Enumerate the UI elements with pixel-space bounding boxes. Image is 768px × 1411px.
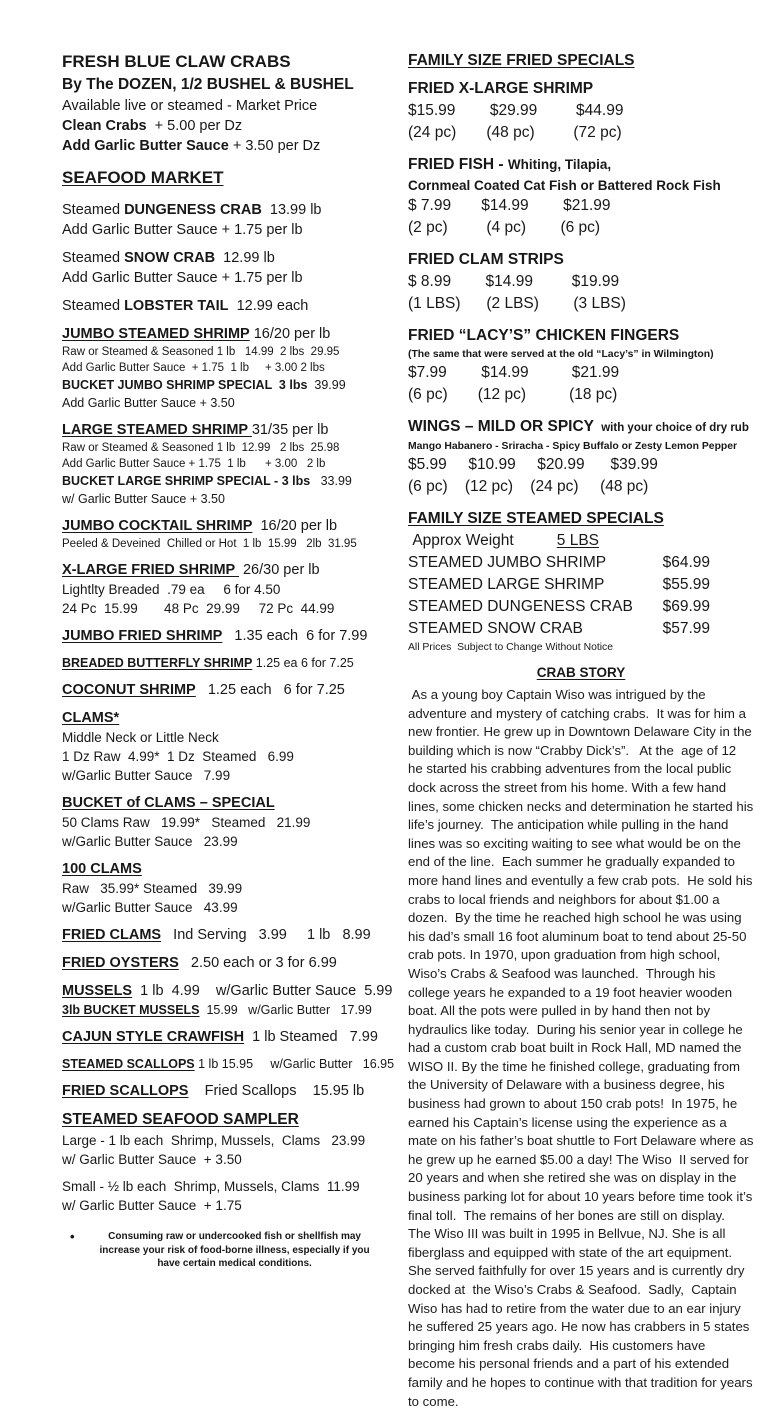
text-segment: FRIED OYSTERS bbox=[62, 955, 179, 971]
item-fried-lacys-chicken-fingers bbox=[408, 325, 754, 347]
menu-line bbox=[62, 200, 395, 220]
menu-line bbox=[62, 898, 395, 917]
section-jumbo-steamed-shrimp bbox=[62, 324, 395, 344]
menu-line bbox=[62, 490, 395, 508]
menu-line bbox=[408, 347, 754, 362]
left-column-lines bbox=[62, 50, 395, 1215]
steamed-special-row bbox=[408, 574, 710, 596]
item-wings-mild-or-spicy bbox=[408, 416, 754, 439]
text-segment: FRIED CLAM STRIPS bbox=[408, 251, 564, 268]
section-seafood-market bbox=[62, 166, 395, 190]
text-segment: 24 Pc 15.99 48 Pc 29.99 72 Pc 44.99 bbox=[62, 601, 335, 616]
text-segment: w/Garlic Butter Sauce 7.99 bbox=[62, 768, 231, 783]
section-x-large-fried-shrimp bbox=[62, 560, 395, 580]
text-segment: $69.99 bbox=[662, 598, 710, 615]
text-segment: 5 LBS bbox=[556, 532, 599, 549]
section-fried-oysters bbox=[62, 953, 395, 973]
menu-line bbox=[62, 248, 395, 268]
section-family-size-steamed-specials bbox=[408, 508, 754, 530]
menu-line bbox=[62, 1196, 395, 1215]
text-segment: $57.99 bbox=[662, 620, 710, 637]
menu-line bbox=[62, 116, 395, 136]
text-segment: (1 LBS) (2 LBS) (3 LBS) bbox=[408, 295, 626, 312]
text-segment: $7.99 $14.99 $21.99 bbox=[408, 364, 620, 381]
text-segment: BUCKET JUMBO SHRIMP SPECIAL 3 lbs bbox=[62, 378, 308, 392]
text-segment: Cornmeal Coated Cat Fish or Battered Rock Fish bbox=[408, 178, 721, 193]
text-segment: Fried Scallops 15.95 lb bbox=[188, 1083, 365, 1099]
text-segment: with your choice of dry rub bbox=[598, 422, 749, 434]
section-mussels bbox=[62, 981, 395, 1001]
text-segment: CAJUN STYLE CRAWFISH bbox=[62, 1029, 245, 1045]
menu-line bbox=[62, 766, 395, 785]
text-segment: Add Garlic Butter Sauce + 1.75 1 lb + 3.00 2 lb bbox=[62, 458, 326, 470]
menu-line bbox=[408, 476, 754, 498]
text-segment: Raw or Steamed & Seasoned 1 lb 14.99 2 lbs 29.95 bbox=[62, 346, 340, 358]
section-clams bbox=[62, 708, 395, 728]
menu-line bbox=[62, 536, 395, 552]
menu-line bbox=[408, 362, 754, 384]
text-segment: 1.25 each 6 for 7.25 bbox=[195, 682, 345, 698]
text-segment: 1 lb 4.99 w/Garlic Butter Sauce 5.99 bbox=[132, 983, 393, 999]
menu-line bbox=[408, 122, 754, 144]
disclaimer-text: Consuming raw or undercooked fish or shellfish may increase your risk of food-borne illness, especially if you have certain medical conditions. bbox=[99, 1231, 370, 1269]
title-fresh-blue-claw-crabs bbox=[62, 50, 395, 74]
section-large-steamed-shrimp bbox=[62, 420, 395, 440]
text-segment: By The DOZEN, 1/2 BUSHEL & BUSHEL bbox=[62, 76, 354, 93]
text-segment: Approx Weight bbox=[408, 532, 557, 549]
text-segment: + 3.50 per Dz bbox=[228, 138, 321, 154]
text-segment: FRESH BLUE CLAW CRABS bbox=[62, 52, 291, 71]
approx-weight-row bbox=[408, 530, 754, 552]
text-segment: Steamed bbox=[62, 202, 125, 218]
menu-line bbox=[62, 344, 395, 360]
text-segment: Lightlty Breaded .79 ea 6 for 4.50 bbox=[62, 582, 281, 597]
section-coconut-shrimp bbox=[62, 680, 395, 700]
section-family-size-fried-specials bbox=[408, 50, 754, 72]
steamed-special-row bbox=[408, 596, 710, 618]
menu-line bbox=[62, 599, 395, 618]
text-segment: CRAB STORY bbox=[536, 665, 626, 680]
menu-line bbox=[408, 384, 754, 406]
text-segment: $55.99 bbox=[662, 576, 710, 593]
menu-line bbox=[62, 1150, 395, 1169]
text-segment: Small - ½ lb each Shrimp, Mussels, Clams 11.99 bbox=[62, 1179, 360, 1194]
text-segment: SEAFOOD MARKET bbox=[62, 168, 224, 187]
text-segment: CLAMS* bbox=[62, 710, 120, 726]
left-column bbox=[62, 50, 395, 1411]
text-segment: FRIED FISH - bbox=[408, 156, 508, 173]
text-segment: 1 lb Steamed 7.99 bbox=[244, 1029, 378, 1045]
steamed-special-row bbox=[408, 552, 710, 574]
prices-subject-to-change-note bbox=[408, 640, 754, 655]
menu-line bbox=[62, 440, 395, 456]
menu-line bbox=[408, 176, 754, 195]
text-segment: (The same that were served at the old “Lacy’s” in Wilmington) bbox=[408, 349, 714, 360]
text-segment: BUCKET of CLAMS – SPECIAL bbox=[62, 795, 275, 811]
menu-line bbox=[408, 195, 754, 217]
text-segment: Steamed bbox=[62, 298, 125, 314]
menu-line bbox=[62, 580, 395, 599]
menu-line bbox=[62, 268, 395, 288]
right-column bbox=[408, 50, 758, 1411]
text-segment: $64.99 bbox=[662, 554, 710, 571]
menu-line bbox=[62, 879, 395, 898]
text-segment: $15.99 $29.99 $44.99 bbox=[408, 102, 624, 119]
section-breaded-butterfly-shrimp bbox=[62, 654, 395, 672]
text-segment: FRIED “LACY’S” CHICKEN FINGERS bbox=[408, 327, 680, 344]
text-segment: 50 Clams Raw 19.99* Steamed 21.99 bbox=[62, 815, 311, 830]
bullet-icon: • bbox=[70, 1229, 75, 1244]
text-segment: MUSSELS bbox=[62, 983, 133, 999]
text-segment: FRIED SCALLOPS bbox=[62, 1083, 189, 1099]
section-steamed-seafood-sampler bbox=[62, 1109, 395, 1131]
text-segment: DUNGENESS CRAB bbox=[124, 202, 262, 218]
text-segment: (24 pc) (48 pc) (72 pc) bbox=[408, 124, 622, 141]
text-segment: w/ Garlic Butter Sauce + 3.50 bbox=[62, 1152, 242, 1167]
text-segment: 12.99 lb bbox=[215, 250, 275, 266]
menu-line bbox=[62, 220, 395, 240]
menu-line bbox=[62, 96, 395, 116]
menu-line bbox=[62, 1131, 395, 1150]
text-segment: Raw or Steamed & Seasoned 1 lb 12.99 2 lbs 25.98 bbox=[62, 442, 340, 454]
steamed-special-row bbox=[408, 618, 710, 640]
text-segment: (2 pc) (4 pc) (6 pc) bbox=[408, 219, 601, 236]
text-segment: JUMBO COCKTAIL SHRIMP bbox=[62, 518, 253, 534]
text-segment: Steamed bbox=[62, 250, 125, 266]
text-segment: STEAMED LARGE SHRIMP bbox=[408, 576, 605, 593]
menu-line bbox=[408, 100, 754, 122]
text-segment: Mango Habanero - Sriracha - Spicy Buffalo or Zesty Lemon Pepper bbox=[408, 441, 738, 452]
text-segment: X-LARGE FRIED SHRIMP bbox=[62, 562, 239, 578]
menu-line bbox=[62, 747, 395, 766]
text-segment: Peeled & Deveined Chilled or Hot 1 lb 15.99 2lb 31.95 bbox=[62, 538, 357, 550]
text-segment: + 5.00 per Dz bbox=[146, 118, 243, 134]
text-segment: Ind Serving 3.99 1 lb 8.99 bbox=[161, 927, 371, 943]
menu-line bbox=[62, 1177, 395, 1196]
item-fried-clam-strips bbox=[408, 249, 754, 271]
text-segment: BREADED BUTTERFLY SHRIMP bbox=[62, 656, 253, 670]
text-segment: $ 8.99 $14.99 $19.99 bbox=[408, 273, 620, 290]
section-bucket-of-clams-special bbox=[62, 793, 395, 813]
text-segment: SNOW CRAB bbox=[124, 250, 216, 266]
crab-story-text: As a young boy Captain Wiso was intrigued by the adventure and mystery of catching crabs. It was for him a new frontier. He grew up in Downtown Delaware City in the building which is now “Crabby Dick’s”. At the age of 12 he started his crabbing adventures from the local public dock across the street from his home. With a few hand lines, some chicken necks and determination he started his life’s journey. The anticipation while pulling in the hand lines was so exciting waiting to see what would be on the end of the line. Each summer he gradually expanded to more hand lines and eventully a few crab pots. He sold his crabs to local friends and neighbors for about $1.00 a dozen. By the time he reached high school he was using his dad’s small 16 foot aluminum boat to tend about 25-50 crab pots. In 1970, upon graduation from high school, Wiso’s Crabs & Seafood was launched. Through his college years he expanded to a 19 foot heavier wooden boat. All the pots were pulled in by hand then not by hydraulics like today. During his senior year in college he had a custom crab boat built in Rock Hall, MD named the WISO II. By the time he finished college, graduating from the University of Delaware with a business degree, his business had grown to about 150 crab pots! In 1975, he earned his Captain’s license using the experience as a mate on his father’s boat shuttle to Fort Delaware where as he grew up he earned $5.00 a day! The Wiso II served for 20 years and when she retired she was on display in the business parking lot for about 10 years before time took it’s final toll. The remains of her bones are still on display. The Wiso III was built in 1995 in Bellvue, NJ. She is all fiberglass and equipped with state of the art equipment. She served faithfully for over 15 years and is currently dry docked at the Wiso’s Crabs & Seafood. Sadly, Captain Wiso has had to retire from the water due to an ear injury he suffered 25 years ago. He now has crabbers in 5 states bringing him fresh crabs daily. His customers have become his personal friends and a part of his extended family and he hopes to continue with that tradition for years to come. bbox=[408, 687, 758, 1409]
text-segment: Add Garlic Butter Sauce + 1.75 per lb bbox=[62, 270, 303, 286]
item-fried-x-large-shrimp bbox=[408, 78, 754, 100]
menu-line bbox=[62, 394, 395, 412]
section-cajun-style-crawfish bbox=[62, 1027, 395, 1047]
disclaimer bbox=[62, 1230, 395, 1271]
text-segment: All Prices Subject to Change Without Notice bbox=[408, 642, 614, 653]
text-segment: Whiting, Tilapia, bbox=[507, 157, 612, 172]
menu-line bbox=[408, 454, 754, 476]
text-segment: FRIED CLAMS bbox=[62, 927, 162, 943]
text-segment: 1 lb 15.95 w/Garlic Butter 16.95 bbox=[194, 1057, 395, 1071]
text-segment: 3lb BUCKET MUSSELS bbox=[62, 1003, 200, 1017]
text-segment: STEAMED SEAFOOD SAMPLER bbox=[62, 1111, 299, 1128]
text-segment: 100 CLAMS bbox=[62, 861, 142, 877]
text-segment: 13.99 lb bbox=[261, 202, 322, 218]
text-segment: Raw 35.99* Steamed 39.99 bbox=[62, 881, 243, 896]
text-segment: LOBSTER TAIL bbox=[124, 298, 229, 314]
text-segment: w/Garlic Butter Sauce 43.99 bbox=[62, 900, 238, 915]
text-segment: 39.99 bbox=[307, 378, 346, 392]
menu-line bbox=[408, 217, 754, 239]
text-segment: Middle Neck or Little Neck bbox=[62, 730, 219, 745]
text-segment: 33.99 bbox=[310, 474, 352, 488]
menu-line bbox=[62, 472, 395, 490]
text-segment: (6 pc) (12 pc) (24 pc) (48 pc) bbox=[408, 478, 649, 495]
text-segment: $ 7.99 $14.99 $21.99 bbox=[408, 197, 611, 214]
text-segment: 2.50 each or 3 for 6.99 bbox=[178, 955, 337, 971]
menu-line bbox=[408, 293, 754, 315]
text-segment: 15.99 w/Garlic Butter 17.99 bbox=[199, 1003, 372, 1017]
section-crab-story bbox=[408, 663, 754, 682]
text-segment: w/ Garlic Butter Sauce + 3.50 bbox=[62, 492, 225, 506]
text-segment: w/ Garlic Butter Sauce + 1.75 bbox=[62, 1198, 242, 1213]
text-segment: FAMILY SIZE STEAMED SPECIALS bbox=[408, 510, 664, 527]
menu-line bbox=[62, 813, 395, 832]
text-segment: 12.99 each bbox=[228, 298, 309, 314]
menu-line bbox=[408, 439, 754, 454]
text-segment: Large - 1 lb each Shrimp, Mussels, Clams 23.99 bbox=[62, 1133, 366, 1148]
menu-line bbox=[62, 456, 395, 472]
section-jumbo-fried-shrimp bbox=[62, 626, 395, 646]
text-segment: JUMBO FRIED SHRIMP bbox=[62, 628, 223, 644]
text-segment: STEAMED JUMBO SHRIMP bbox=[408, 554, 607, 571]
text-segment: 31/35 per lb bbox=[251, 422, 329, 438]
text-segment: STEAMED SCALLOPS bbox=[62, 1057, 195, 1071]
text-segment: Available live or steamed - Market Price bbox=[62, 98, 318, 114]
menu-line bbox=[62, 728, 395, 747]
section-fried-clams bbox=[62, 925, 395, 945]
menu-line bbox=[408, 271, 754, 293]
text-segment: STEAMED DUNGENESS CRAB bbox=[408, 598, 633, 615]
text-segment: 16/20 per lb bbox=[249, 326, 331, 342]
text-segment: Add Garlic Butter Sauce + 3.50 bbox=[62, 396, 235, 410]
menu-line bbox=[62, 136, 395, 156]
text-segment: Add Garlic Butter Sauce bbox=[62, 138, 229, 154]
text-segment: 1 Dz Raw 4.99* 1 Dz Steamed 6.99 bbox=[62, 749, 294, 764]
menu-line bbox=[62, 832, 395, 851]
text-segment: $5.99 $10.99 $20.99 $39.99 bbox=[408, 456, 658, 473]
text-segment: Add Garlic Butter Sauce + 1.75 1 lb + 3.00 2 lbs bbox=[62, 362, 325, 374]
text-segment: FRIED X-LARGE SHRIMP bbox=[408, 80, 594, 97]
text-segment: STEAMED SNOW CRAB bbox=[408, 620, 583, 637]
text-segment: Add Garlic Butter Sauce + 1.75 per lb bbox=[62, 222, 303, 238]
text-segment: 16/20 per lb bbox=[252, 518, 338, 534]
section-100-clams bbox=[62, 859, 395, 879]
text-segment: Clean Crabs bbox=[62, 118, 147, 134]
section-steamed-scallops bbox=[62, 1055, 395, 1073]
section-fried-scallops bbox=[62, 1081, 395, 1101]
menu-line bbox=[62, 360, 395, 376]
text-segment: 1.35 each 6 for 7.99 bbox=[222, 628, 368, 644]
text-segment: COCONUT SHRIMP bbox=[62, 682, 196, 698]
text-segment: 26/30 per lb bbox=[238, 562, 320, 578]
subtitle-by-the-dozen bbox=[62, 74, 395, 96]
menu-line bbox=[62, 296, 395, 316]
right-column-lines bbox=[408, 50, 754, 682]
section-3lb-bucket-mussels bbox=[62, 1001, 395, 1019]
text-segment: FAMILY SIZE FRIED SPECIALS bbox=[408, 52, 635, 69]
text-segment: (6 pc) (12 pc) (18 pc) bbox=[408, 386, 618, 403]
item-fried-fish bbox=[408, 154, 754, 176]
text-segment: LARGE STEAMED SHRIMP bbox=[62, 422, 252, 438]
text-segment: WINGS – MILD OR SPICY bbox=[408, 418, 599, 435]
menu-line bbox=[62, 376, 395, 394]
text-segment: w/Garlic Butter Sauce 23.99 bbox=[62, 834, 238, 849]
section-jumbo-cocktail-shrimp bbox=[62, 516, 395, 536]
text-segment: BUCKET LARGE SHRIMP SPECIAL - 3 lbs bbox=[62, 474, 311, 488]
text-segment: JUMBO STEAMED SHRIMP bbox=[62, 326, 250, 342]
text-segment: 1.25 ea 6 for 7.25 bbox=[252, 656, 354, 670]
